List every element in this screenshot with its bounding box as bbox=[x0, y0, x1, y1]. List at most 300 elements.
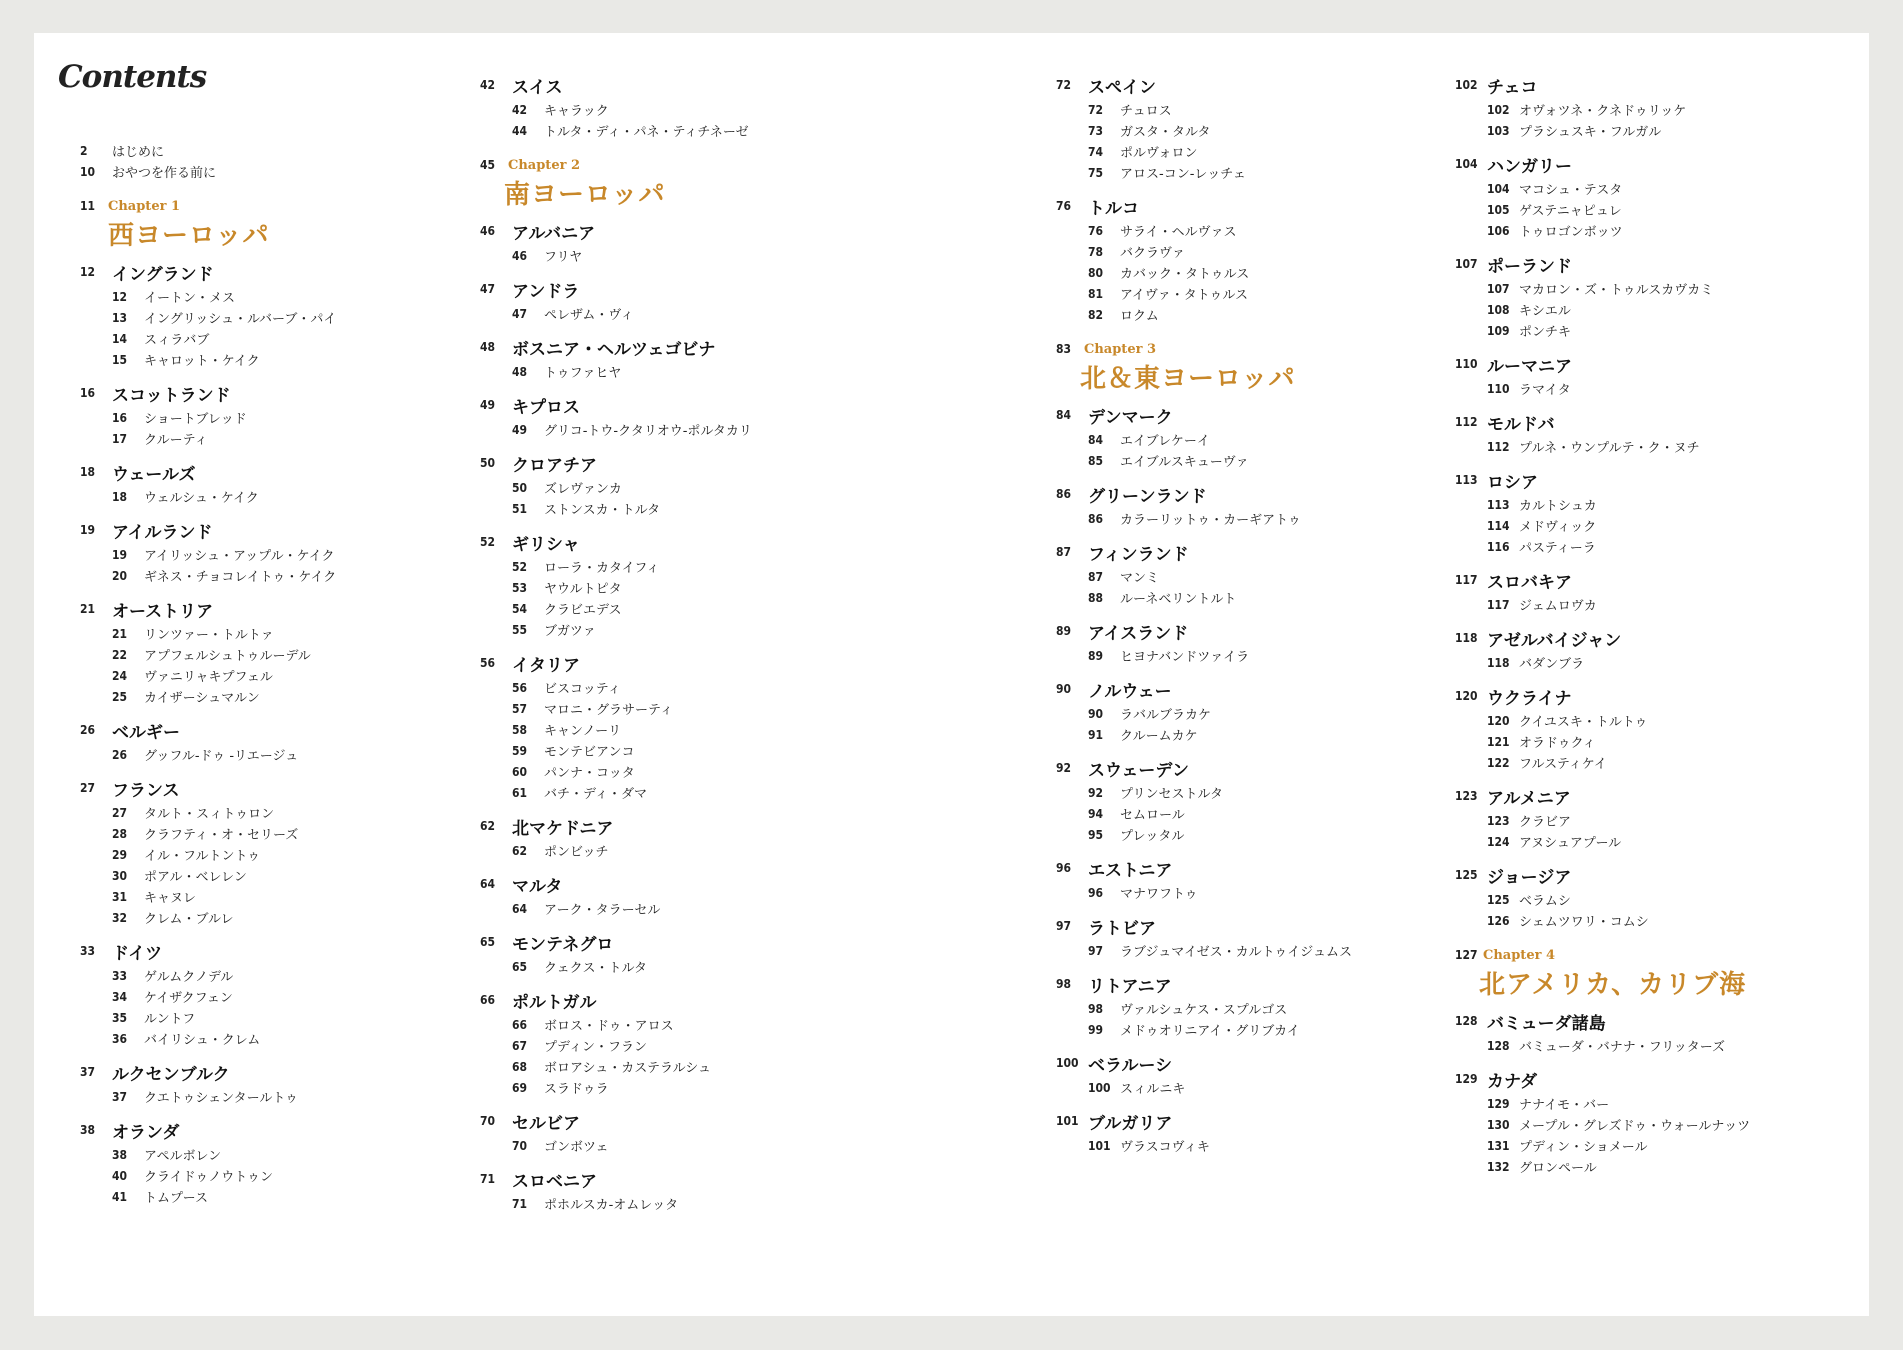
recipe-entry[interactable] bbox=[60, 886, 450, 907]
recipe-entry[interactable] bbox=[480, 1193, 960, 1214]
page-number: 107 bbox=[1487, 281, 1510, 296]
page-number: 42 bbox=[512, 102, 528, 117]
country-entry[interactable] bbox=[60, 595, 450, 623]
country-entry[interactable] bbox=[480, 928, 960, 956]
recipe-entry[interactable] bbox=[60, 1028, 450, 1049]
recipe-name: マナワフトゥ bbox=[1120, 887, 1198, 902]
page-number: 66 bbox=[512, 1017, 528, 1032]
recipe-entry[interactable] bbox=[1056, 220, 1446, 241]
recipe-entry[interactable] bbox=[1455, 710, 1855, 731]
page-number: 101 bbox=[1056, 1114, 1079, 1128]
recipe-name: メドヴィック bbox=[1519, 520, 1597, 535]
country-entry[interactable] bbox=[480, 870, 960, 898]
recipe-entry[interactable] bbox=[480, 477, 960, 498]
country-entry[interactable] bbox=[1455, 408, 1855, 436]
recipe-entry[interactable] bbox=[1455, 199, 1855, 220]
recipe-entry[interactable] bbox=[60, 328, 450, 349]
country-name: ポルトガル bbox=[512, 992, 597, 1013]
recipe-entry[interactable] bbox=[480, 498, 960, 519]
recipe-entry[interactable] bbox=[480, 99, 960, 120]
country-entry[interactable] bbox=[60, 1058, 450, 1086]
chapter-heading[interactable] bbox=[1056, 339, 1446, 399]
country-entry[interactable] bbox=[1056, 970, 1446, 998]
page-number: 55 bbox=[512, 622, 528, 637]
recipe-name: プディン・フラン bbox=[544, 1040, 647, 1055]
page-number: 114 bbox=[1487, 518, 1510, 533]
recipe-entry[interactable] bbox=[60, 986, 450, 1007]
recipe-entry[interactable] bbox=[480, 577, 960, 598]
recipe-name: ヒヨナバンドツァイラ bbox=[1120, 650, 1250, 665]
country-name: ブルガリア bbox=[1088, 1113, 1173, 1134]
country-entry[interactable] bbox=[1056, 1107, 1446, 1135]
recipe-entry[interactable] bbox=[480, 120, 960, 141]
recipe-entry[interactable] bbox=[480, 1014, 960, 1035]
recipe-name: バクラヴァ bbox=[1120, 246, 1185, 261]
country-name: セルビア bbox=[512, 1113, 580, 1134]
recipe-entry[interactable] bbox=[1455, 220, 1855, 241]
page-number: 22 bbox=[112, 647, 128, 662]
page-number: 122 bbox=[1487, 755, 1510, 770]
country-entry[interactable] bbox=[1455, 782, 1855, 810]
recipe-entry[interactable] bbox=[60, 665, 450, 686]
recipe-entry[interactable] bbox=[1056, 882, 1446, 903]
page-number: 30 bbox=[112, 868, 128, 883]
country-entry[interactable] bbox=[480, 649, 960, 677]
country-name: イングランド bbox=[112, 264, 214, 285]
recipe-name: キャンノーリ bbox=[544, 724, 622, 739]
recipe-entry[interactable] bbox=[480, 1056, 960, 1077]
page-number: 48 bbox=[480, 340, 496, 354]
page-number: 37 bbox=[80, 1065, 96, 1079]
page-number: 107 bbox=[1455, 257, 1478, 271]
recipe-entry[interactable] bbox=[1056, 450, 1446, 471]
recipe-name: ローラ・カタイフィ bbox=[544, 561, 660, 576]
country-entry[interactable] bbox=[1056, 192, 1446, 220]
recipe-entry[interactable] bbox=[1056, 803, 1446, 824]
recipe-entry[interactable] bbox=[480, 598, 960, 619]
country-name: リトアニア bbox=[1088, 976, 1172, 997]
recipe-name: ヴァルシュケス・スプルゴス bbox=[1120, 1003, 1288, 1018]
page-number: 113 bbox=[1487, 497, 1510, 512]
page-number: 104 bbox=[1455, 157, 1478, 171]
recipe-entry[interactable] bbox=[1056, 940, 1446, 961]
recipe-name: マロニ・グラサーティ bbox=[544, 703, 673, 718]
country-entry[interactable] bbox=[480, 333, 960, 361]
recipe-name: モンテビアンコ bbox=[544, 745, 635, 760]
recipe-entry[interactable] bbox=[60, 486, 450, 507]
page-number: 69 bbox=[512, 1080, 528, 1095]
page-number: 98 bbox=[1088, 1001, 1104, 1016]
country-entry[interactable] bbox=[1056, 617, 1446, 645]
chapter-heading[interactable] bbox=[60, 196, 450, 256]
recipe-name: サライ・ヘルヴァス bbox=[1120, 225, 1237, 240]
page-number: 103 bbox=[1487, 123, 1510, 138]
page-number: 54 bbox=[512, 601, 528, 616]
page-number: 21 bbox=[80, 602, 96, 616]
recipe-name: クレム・ブルレ bbox=[144, 912, 234, 927]
recipe-entry[interactable] bbox=[1056, 162, 1446, 183]
recipe-entry[interactable] bbox=[1056, 283, 1446, 304]
country-section bbox=[480, 986, 960, 1098]
country-entry[interactable] bbox=[60, 937, 450, 965]
country-section bbox=[480, 1107, 960, 1156]
page-number: 59 bbox=[512, 743, 528, 758]
recipe-name: バチ・ディ・ダマ bbox=[544, 787, 647, 802]
recipe-name: ボロアシュ・カステラルシュ bbox=[544, 1061, 711, 1076]
recipe-entry[interactable] bbox=[1455, 889, 1855, 910]
recipe-entry[interactable] bbox=[1455, 320, 1855, 341]
page-number: 89 bbox=[1056, 624, 1072, 638]
recipe-name: ラマイタ bbox=[1519, 383, 1571, 398]
country-entry[interactable] bbox=[1056, 401, 1446, 429]
country-entry[interactable] bbox=[480, 812, 960, 840]
country-name: イタリア bbox=[512, 655, 580, 676]
country-section bbox=[1056, 675, 1446, 745]
country-entry[interactable] bbox=[1455, 250, 1855, 278]
recipe-entry[interactable] bbox=[60, 907, 450, 928]
recipe-name: ズレヴァンカ bbox=[544, 482, 622, 497]
page-number: 70 bbox=[512, 1138, 528, 1153]
country-section bbox=[1056, 480, 1446, 529]
country-name: オーストリア bbox=[112, 601, 214, 622]
country-name: カナダ bbox=[1487, 1071, 1538, 1092]
page-number: 66 bbox=[480, 993, 496, 1007]
country-section bbox=[1455, 1007, 1855, 1056]
recipe-entry[interactable] bbox=[1056, 998, 1446, 1019]
recipe-entry[interactable] bbox=[1455, 1114, 1855, 1135]
recipe-entry[interactable] bbox=[1455, 494, 1855, 515]
recipe-entry[interactable] bbox=[1455, 515, 1855, 536]
chapter-label: Chapter 1 bbox=[108, 198, 181, 214]
recipe-entry[interactable] bbox=[60, 1086, 450, 1107]
chapter-heading[interactable] bbox=[1455, 945, 1855, 1005]
recipe-entry[interactable] bbox=[60, 686, 450, 707]
page-number: 62 bbox=[480, 819, 496, 833]
country-section bbox=[1056, 538, 1446, 608]
recipe-entry[interactable] bbox=[1455, 1093, 1855, 1114]
chapter-label-line bbox=[60, 196, 450, 216]
recipe-name: プラシュスキ・フルガル bbox=[1519, 125, 1662, 140]
recipe-entry[interactable] bbox=[1056, 99, 1446, 120]
recipe-entry[interactable] bbox=[1455, 1035, 1855, 1056]
recipe-entry[interactable] bbox=[1455, 831, 1855, 852]
recipe-entry[interactable] bbox=[480, 556, 960, 577]
recipe-name: クラビエデス bbox=[544, 603, 622, 618]
recipe-entry[interactable] bbox=[1056, 566, 1446, 587]
recipe-entry[interactable] bbox=[1455, 652, 1855, 673]
country-name: ジョージア bbox=[1487, 867, 1572, 888]
country-entry[interactable] bbox=[1056, 1049, 1446, 1077]
page-number: 27 bbox=[112, 805, 128, 820]
chapter-heading[interactable] bbox=[480, 155, 960, 215]
chapter-label: Chapter 4 bbox=[1483, 947, 1556, 963]
page-number: 89 bbox=[1088, 648, 1104, 663]
recipe-name: ウェルシュ・ケイク bbox=[144, 491, 259, 506]
recipe-entry[interactable] bbox=[1455, 1135, 1855, 1156]
recipe-entry[interactable] bbox=[480, 245, 960, 266]
recipe-entry[interactable] bbox=[1056, 1019, 1446, 1040]
recipe-entry[interactable] bbox=[1455, 1156, 1855, 1177]
recipe-name: ゲルムクノデル bbox=[144, 970, 234, 985]
recipe-entry[interactable] bbox=[60, 965, 450, 986]
page-number: 53 bbox=[512, 580, 528, 595]
page-number: 73 bbox=[1088, 123, 1104, 138]
recipe-entry[interactable] bbox=[480, 1035, 960, 1056]
country-entry[interactable] bbox=[480, 217, 960, 245]
recipe-entry[interactable] bbox=[1455, 178, 1855, 199]
page-number: 92 bbox=[1088, 785, 1104, 800]
recipe-entry[interactable] bbox=[1056, 645, 1446, 666]
country-name: ノルウェー bbox=[1088, 681, 1172, 702]
page-number: 120 bbox=[1455, 689, 1478, 703]
country-entry[interactable] bbox=[480, 391, 960, 419]
recipe-entry[interactable] bbox=[1056, 508, 1446, 529]
recipe-entry[interactable] bbox=[60, 644, 450, 665]
recipe-entry[interactable] bbox=[1455, 436, 1855, 457]
recipe-entry[interactable] bbox=[60, 1165, 450, 1186]
country-entry[interactable] bbox=[1056, 754, 1446, 782]
page-number: 50 bbox=[480, 456, 496, 470]
recipe-entry[interactable] bbox=[480, 956, 960, 977]
recipe-name: トゥロゴンボッツ bbox=[1519, 225, 1623, 240]
recipe-entry[interactable] bbox=[480, 782, 960, 803]
recipe-name: キャロット・ケイク bbox=[144, 354, 260, 369]
page-number: 99 bbox=[1088, 1022, 1104, 1037]
country-entry[interactable] bbox=[1455, 71, 1855, 99]
recipe-entry[interactable] bbox=[1455, 99, 1855, 120]
country-entry[interactable] bbox=[1056, 854, 1446, 882]
country-section bbox=[480, 449, 960, 519]
page-number: 129 bbox=[1487, 1096, 1510, 1111]
recipe-entry[interactable] bbox=[1455, 120, 1855, 141]
recipe-entry[interactable] bbox=[480, 619, 960, 640]
country-section bbox=[1056, 754, 1446, 845]
country-name: ロシア bbox=[1487, 472, 1538, 493]
page-number: 101 bbox=[1088, 1138, 1111, 1153]
recipe-entry[interactable] bbox=[60, 802, 450, 823]
recipe-entry[interactable] bbox=[480, 898, 960, 919]
page-number: 19 bbox=[112, 547, 128, 562]
recipe-entry[interactable] bbox=[60, 407, 450, 428]
recipe-entry[interactable] bbox=[1056, 782, 1446, 803]
recipe-entry[interactable] bbox=[1455, 378, 1855, 399]
recipe-name: アロス-コン-レッチェ bbox=[1120, 167, 1246, 182]
recipe-entry[interactable] bbox=[1056, 429, 1446, 450]
page-number: 56 bbox=[480, 656, 496, 670]
recipe-name: クライドゥノウトゥン bbox=[144, 1170, 273, 1185]
country-section bbox=[480, 812, 960, 861]
recipe-entry[interactable] bbox=[480, 761, 960, 782]
recipe-entry[interactable] bbox=[480, 419, 960, 440]
page-number: 35 bbox=[112, 1010, 128, 1025]
country-entry[interactable] bbox=[1056, 675, 1446, 703]
country-section bbox=[1455, 1065, 1855, 1177]
intro-entry[interactable] bbox=[60, 140, 450, 161]
country-entry[interactable] bbox=[1455, 466, 1855, 494]
recipe-entry[interactable] bbox=[60, 307, 450, 328]
recipe-entry[interactable] bbox=[60, 823, 450, 844]
recipe-entry[interactable] bbox=[480, 361, 960, 382]
recipe-entry[interactable] bbox=[480, 1077, 960, 1098]
recipe-name: ショートブレッド bbox=[144, 412, 247, 427]
page-number: 109 bbox=[1487, 323, 1510, 338]
recipe-name: ポルヴォロン bbox=[1120, 146, 1198, 161]
country-name: キプロス bbox=[512, 397, 580, 418]
country-entry[interactable] bbox=[480, 1165, 960, 1193]
country-entry[interactable] bbox=[60, 1116, 450, 1144]
country-entry[interactable] bbox=[1056, 912, 1446, 940]
page-number: 18 bbox=[80, 465, 96, 479]
recipe-entry[interactable] bbox=[480, 719, 960, 740]
recipe-entry[interactable] bbox=[60, 744, 450, 765]
recipe-entry[interactable] bbox=[1455, 594, 1855, 615]
recipe-entry[interactable] bbox=[60, 1144, 450, 1165]
recipe-entry[interactable] bbox=[1056, 262, 1446, 283]
recipe-entry[interactable] bbox=[1455, 752, 1855, 773]
country-section bbox=[480, 528, 960, 640]
recipe-entry[interactable] bbox=[60, 1186, 450, 1207]
recipe-entry[interactable] bbox=[480, 1135, 960, 1156]
recipe-name: グリコ-トウ-クタリオウ-ポルタカリ bbox=[544, 424, 752, 439]
recipe-entry[interactable] bbox=[1056, 824, 1446, 845]
page-number: 116 bbox=[1487, 539, 1510, 554]
recipe-name: リンツァー・トルトァ bbox=[144, 628, 274, 643]
recipe-entry[interactable] bbox=[480, 677, 960, 698]
recipe-entry[interactable] bbox=[1455, 299, 1855, 320]
country-entry[interactable] bbox=[480, 1107, 960, 1135]
recipe-entry[interactable] bbox=[1056, 724, 1446, 745]
recipe-entry[interactable] bbox=[1455, 278, 1855, 299]
recipe-name: トゥファヒヤ bbox=[544, 366, 622, 381]
page-number: 62 bbox=[512, 843, 528, 858]
page-number: 127 bbox=[1455, 948, 1478, 962]
page-number: 60 bbox=[512, 764, 528, 779]
page-number: 125 bbox=[1487, 892, 1510, 907]
country-entry[interactable] bbox=[480, 275, 960, 303]
recipe-entry[interactable] bbox=[480, 303, 960, 324]
recipe-entry[interactable] bbox=[60, 1007, 450, 1028]
country-section bbox=[1455, 250, 1855, 341]
recipe-entry[interactable] bbox=[1056, 141, 1446, 162]
page-number: 56 bbox=[512, 680, 528, 695]
country-entry[interactable] bbox=[1455, 1065, 1855, 1093]
recipe-entry[interactable] bbox=[60, 865, 450, 886]
country-entry[interactable] bbox=[480, 449, 960, 477]
recipe-name: ポンチキ bbox=[1519, 325, 1572, 340]
country-entry[interactable] bbox=[480, 71, 960, 99]
recipe-entry[interactable] bbox=[1455, 810, 1855, 831]
country-entry[interactable] bbox=[60, 258, 450, 286]
recipe-entry[interactable] bbox=[480, 740, 960, 761]
page-number: 85 bbox=[1088, 453, 1104, 468]
country-entry[interactable] bbox=[1455, 1007, 1855, 1035]
recipe-name: ボロス・ドゥ・アロス bbox=[544, 1019, 674, 1034]
recipe-entry[interactable] bbox=[480, 698, 960, 719]
country-entry[interactable] bbox=[60, 774, 450, 802]
recipe-name: エイブレケーイ bbox=[1120, 434, 1210, 449]
page-number: 20 bbox=[112, 568, 128, 583]
country-entry[interactable] bbox=[1056, 71, 1446, 99]
country-name: フランス bbox=[112, 780, 180, 801]
recipe-entry[interactable] bbox=[1056, 1077, 1446, 1098]
country-entry[interactable] bbox=[1056, 480, 1446, 508]
recipe-name: フリヤ bbox=[544, 250, 583, 265]
recipe-name: ヴラスコヴィキ bbox=[1120, 1140, 1210, 1155]
page-number: 104 bbox=[1487, 181, 1510, 196]
recipe-entry[interactable] bbox=[1056, 587, 1446, 608]
recipe-entry[interactable] bbox=[60, 565, 450, 586]
country-entry[interactable] bbox=[1056, 538, 1446, 566]
country-entry[interactable] bbox=[1455, 861, 1855, 889]
recipe-entry[interactable] bbox=[60, 286, 450, 307]
country-section bbox=[60, 379, 450, 449]
page-number: 118 bbox=[1455, 631, 1478, 645]
page-number: 126 bbox=[1487, 913, 1510, 928]
country-entry[interactable] bbox=[1455, 150, 1855, 178]
page-number: 76 bbox=[1056, 199, 1072, 213]
recipe-entry[interactable] bbox=[60, 349, 450, 370]
country-entry[interactable] bbox=[480, 986, 960, 1014]
recipe-entry[interactable] bbox=[1056, 1135, 1446, 1156]
country-entry[interactable] bbox=[1455, 682, 1855, 710]
recipe-entry[interactable] bbox=[60, 844, 450, 865]
country-entry[interactable] bbox=[1455, 566, 1855, 594]
country-entry[interactable] bbox=[1455, 624, 1855, 652]
recipe-name: キシエル bbox=[1519, 304, 1571, 319]
chapter-label: Chapter 2 bbox=[508, 157, 581, 173]
page-number: 74 bbox=[1088, 144, 1104, 159]
country-entry[interactable] bbox=[60, 458, 450, 486]
country-section bbox=[60, 595, 450, 707]
recipe-name: イングリッシュ・ルバーブ・パイ bbox=[144, 312, 337, 327]
country-section bbox=[480, 1165, 960, 1214]
recipe-entry[interactable] bbox=[1455, 910, 1855, 931]
recipe-entry[interactable] bbox=[480, 840, 960, 861]
country-entry[interactable] bbox=[60, 516, 450, 544]
country-name: アイスランド bbox=[1088, 623, 1189, 644]
recipe-name: ストンスカ・トルタ bbox=[544, 503, 661, 518]
recipe-entry[interactable] bbox=[1056, 304, 1446, 325]
country-name: オランダ bbox=[112, 1122, 180, 1143]
intro-entry[interactable] bbox=[60, 161, 450, 182]
recipe-entry[interactable] bbox=[60, 623, 450, 644]
country-entry[interactable] bbox=[60, 716, 450, 744]
recipe-name: カバック・タトゥルス bbox=[1120, 267, 1250, 282]
country-section bbox=[1056, 912, 1446, 961]
recipe-name: プレッタル bbox=[1120, 829, 1185, 844]
recipe-entry[interactable] bbox=[60, 428, 450, 449]
recipe-entry[interactable] bbox=[1455, 536, 1855, 557]
page-number: 51 bbox=[512, 501, 528, 516]
country-entry[interactable] bbox=[480, 528, 960, 556]
country-entry[interactable] bbox=[1455, 350, 1855, 378]
page-number: 128 bbox=[1487, 1038, 1510, 1053]
recipe-entry[interactable] bbox=[1056, 120, 1446, 141]
page-number: 48 bbox=[512, 364, 528, 379]
recipe-name: ゴンボツェ bbox=[544, 1140, 609, 1155]
country-name: トルコ bbox=[1088, 198, 1139, 219]
country-name: ベルギー bbox=[112, 722, 180, 743]
recipe-entry[interactable] bbox=[1056, 241, 1446, 262]
recipe-entry[interactable] bbox=[1056, 703, 1446, 724]
country-section bbox=[480, 275, 960, 324]
recipe-entry[interactable] bbox=[60, 544, 450, 565]
page-number: 123 bbox=[1487, 813, 1510, 828]
country-name: バミューダ諸島 bbox=[1487, 1013, 1606, 1034]
country-entry[interactable] bbox=[60, 379, 450, 407]
country-section bbox=[60, 516, 450, 586]
recipe-entry[interactable] bbox=[1455, 731, 1855, 752]
